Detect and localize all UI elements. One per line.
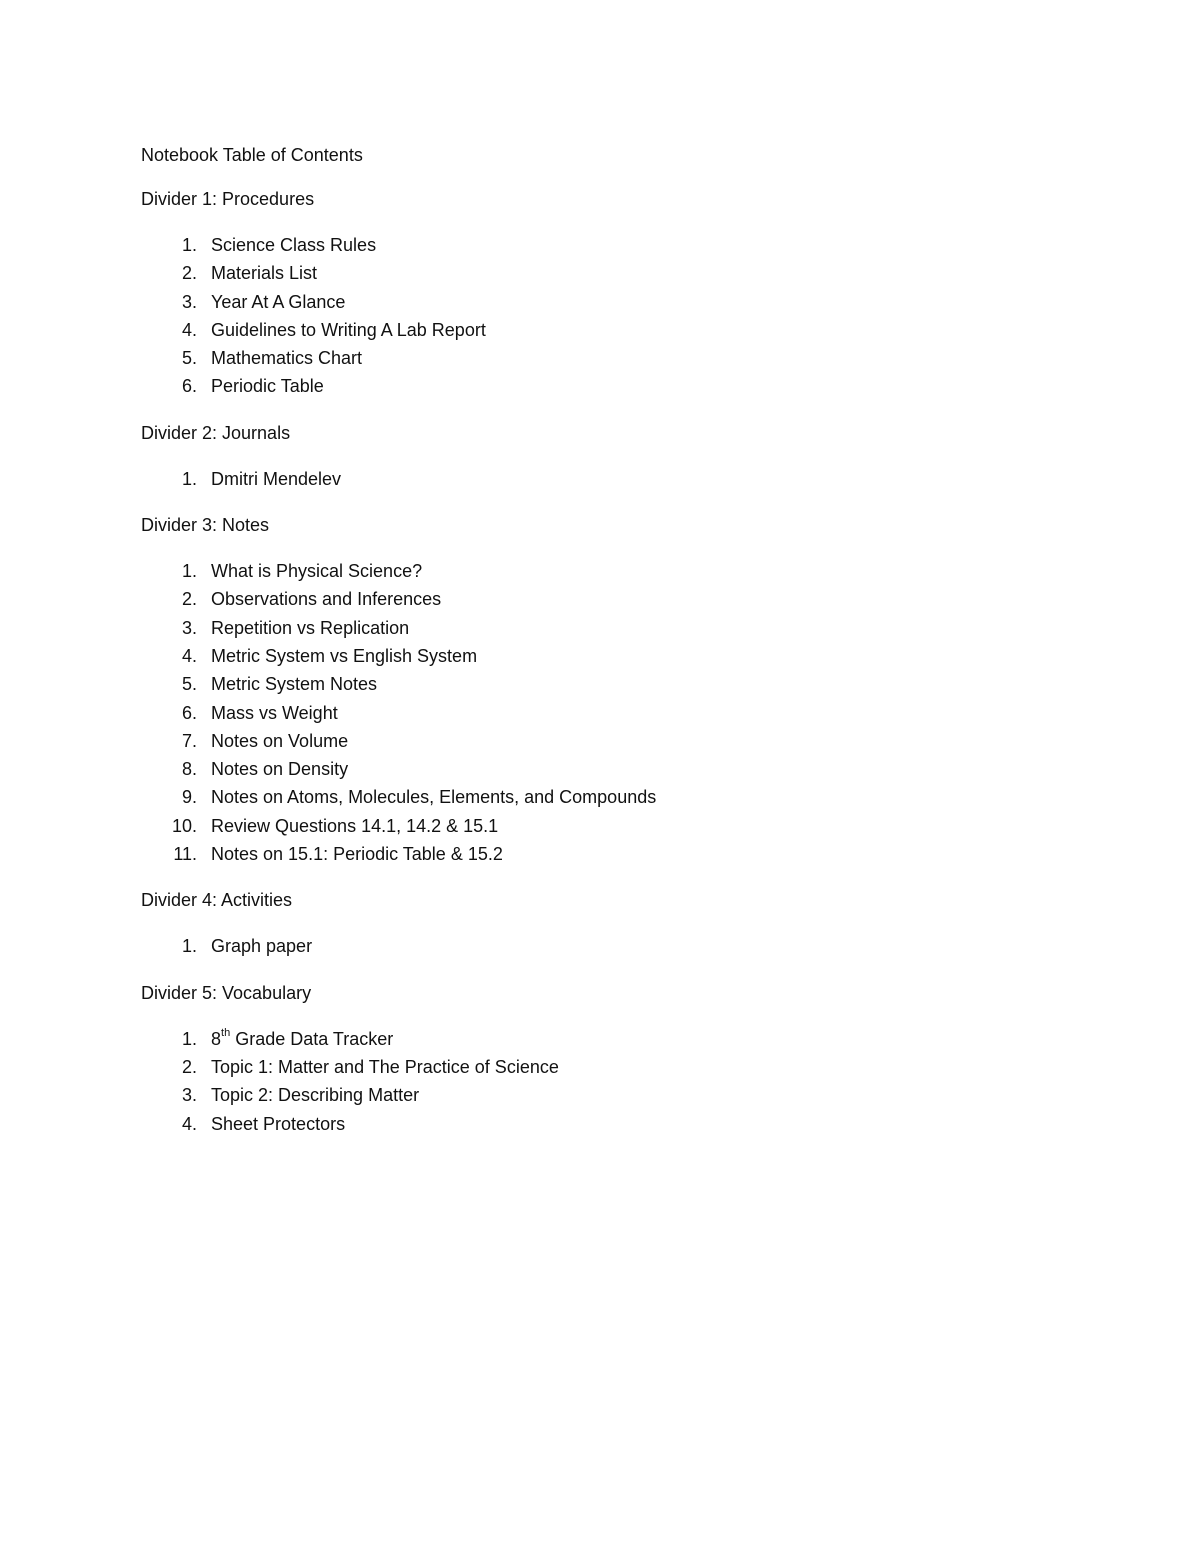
list-item xyxy=(141,699,1061,727)
item-text: Mathematics Chart xyxy=(211,348,363,369)
list-item xyxy=(141,614,1061,642)
divider-heading: Divider 2: Journals xyxy=(141,422,291,443)
list-item xyxy=(141,316,1061,344)
list-item xyxy=(141,755,1061,783)
item-number: 1. xyxy=(181,936,197,957)
item-text: Review Questions 14.1, 14.2 & 15.1 xyxy=(211,815,499,836)
item-number: 4. xyxy=(181,1113,197,1134)
item-text: Notes on Atoms, Molecules, Elements, and Compounds xyxy=(211,787,657,808)
list-item xyxy=(141,344,1061,372)
item-number: 1. xyxy=(181,561,197,582)
item-text: Metric System Notes xyxy=(211,674,378,695)
list-item xyxy=(141,231,1061,259)
list-item xyxy=(141,557,1061,585)
item-number: 5. xyxy=(181,674,197,695)
item-number: 7. xyxy=(181,730,197,751)
divider-list xyxy=(141,1025,1061,1138)
item-number: 5. xyxy=(181,348,197,369)
item-text: Dmitri Mendelev xyxy=(211,468,342,489)
item-text: Topic 1: Matter and The Practice of Science xyxy=(211,1056,559,1077)
item-text: Topic 2: Describing Matter xyxy=(211,1085,420,1106)
divider-heading: Divider 4: Activities xyxy=(141,890,293,911)
list-item xyxy=(141,259,1061,287)
item-number: 2. xyxy=(181,1056,197,1077)
item-text: Observations and Inferences xyxy=(211,589,442,610)
item-text-rest: Grade Data Tracker xyxy=(230,1028,394,1049)
item-text: Notes on Density xyxy=(211,759,349,780)
document-title: Notebook Table of Contents xyxy=(141,145,363,165)
list-item xyxy=(141,465,1061,493)
list-item xyxy=(141,585,1061,613)
item-text: Science Class Rules xyxy=(211,235,377,255)
item-text-superscript: th xyxy=(221,1026,231,1039)
item-text: Mass vs Weight xyxy=(211,702,338,723)
list-item xyxy=(141,1081,1061,1109)
divider-list xyxy=(141,557,1061,868)
list-item xyxy=(141,840,1061,868)
item-number: 9. xyxy=(181,787,197,808)
divider-heading: Divider 5: Vocabulary xyxy=(141,982,312,1003)
item-number: 10. xyxy=(171,815,197,836)
item-number: 8. xyxy=(181,759,197,780)
item-text: Notes on Volume xyxy=(211,730,349,751)
item-text-ordinal: 8 xyxy=(211,1028,222,1049)
item-text: Metric System vs English System xyxy=(211,645,478,666)
divider-list xyxy=(141,932,1061,960)
divider-heading: Divider 1: Procedures xyxy=(141,189,315,209)
item-text: Periodic Table xyxy=(211,376,324,397)
list-item xyxy=(141,642,1061,670)
item-text: Materials List xyxy=(211,263,318,284)
list-item xyxy=(141,1110,1061,1138)
list-item xyxy=(141,288,1061,316)
item-number: 6. xyxy=(181,376,197,397)
item-number: 1. xyxy=(181,468,197,489)
item-number: 4. xyxy=(181,319,197,340)
item-text: Repetition vs Replication xyxy=(211,617,410,638)
item-number: 3. xyxy=(181,617,197,638)
item-number: 2. xyxy=(181,589,197,610)
item-number: 3. xyxy=(181,1085,197,1106)
list-item xyxy=(141,812,1061,840)
divider-list xyxy=(141,231,1061,401)
list-item xyxy=(141,372,1061,400)
list-item xyxy=(141,670,1061,698)
list-item xyxy=(141,727,1061,755)
item-number: 1. xyxy=(181,1028,197,1049)
list-item xyxy=(141,1025,1061,1053)
item-number: 3. xyxy=(181,291,197,312)
item-text: What is Physical Science? xyxy=(211,561,423,582)
document-content xyxy=(141,143,1061,1158)
item-text: Sheet Protectors xyxy=(211,1113,346,1134)
item-number: 4. xyxy=(181,645,197,666)
list-item xyxy=(141,1053,1061,1081)
divider-list xyxy=(141,465,1061,493)
item-number: 1. xyxy=(181,235,197,255)
item-number: 2. xyxy=(181,263,197,284)
item-text: Graph paper xyxy=(211,936,313,957)
list-item xyxy=(141,783,1061,811)
item-number: 11. xyxy=(173,844,197,865)
list-item xyxy=(141,932,1061,960)
item-text: Notes on 15.1: Periodic Table & 15.2 xyxy=(211,844,503,865)
item-text xyxy=(211,1025,393,1053)
item-text: Year At A Glance xyxy=(211,291,346,312)
item-number: 6. xyxy=(181,702,197,723)
divider-heading: Divider 3: Notes xyxy=(141,515,270,536)
item-text: Guidelines to Writing A Lab Report xyxy=(211,319,486,340)
